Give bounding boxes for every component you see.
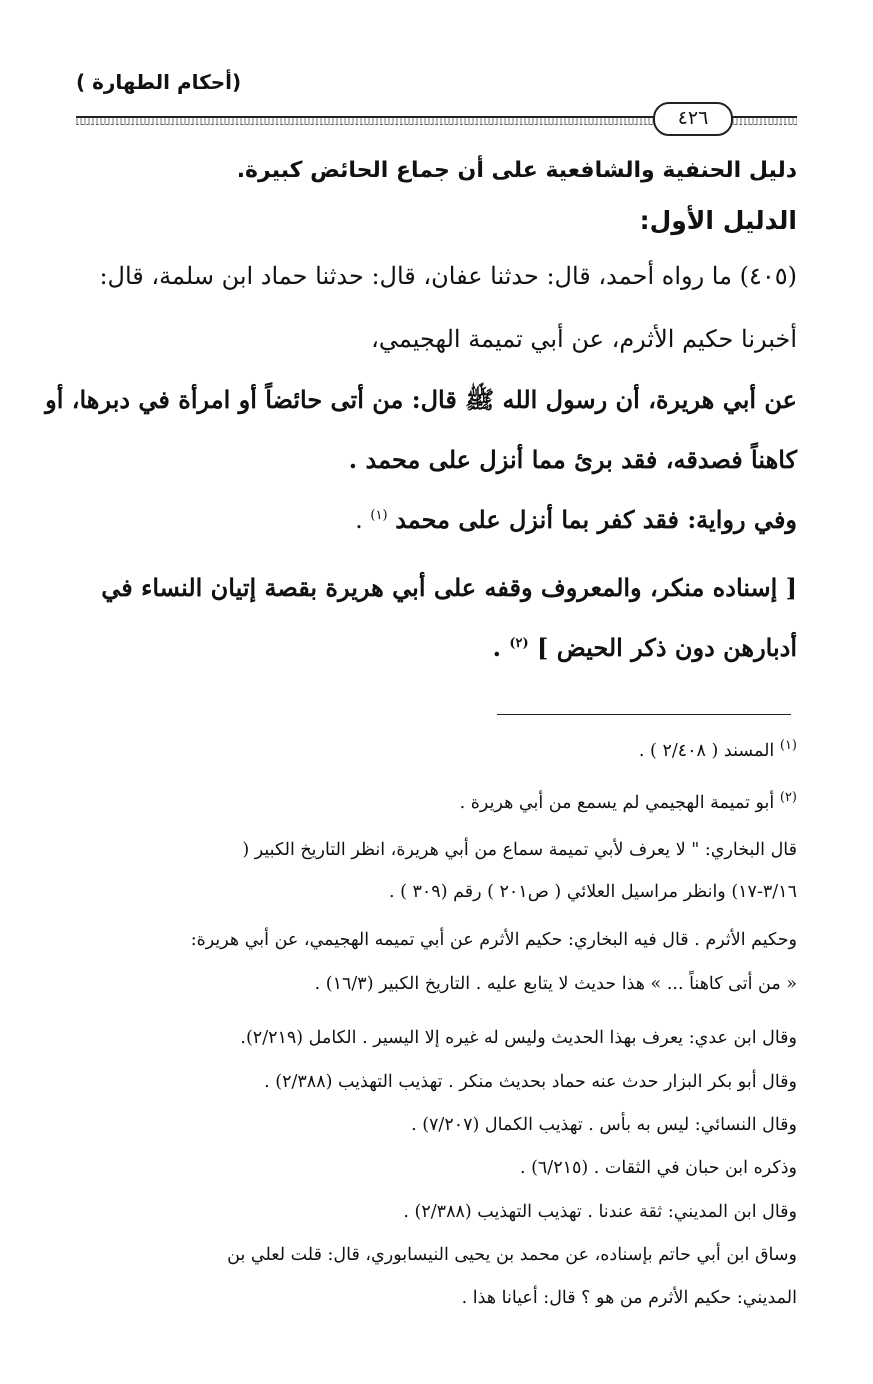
footnote-line: وقال ابن عدي: يعرف بهذا الحديث وليس له غيره إلا اليسير . الكامل (٢/٢١٩). <box>240 1028 797 1048</box>
footnote-line: وحكيم الأثرم . قال فيه البخاري: حكيم الأثرم عن أبي تميمه الهجيمي، عن أبي هريرة: <box>190 930 797 950</box>
grading-line-2 <box>493 633 797 662</box>
evidence-subheading: الدليل الأول: <box>639 206 797 235</box>
footnote-1-text: المسند ( ٢/٤٠٨ ) . <box>638 740 775 761</box>
footnote-line: ٣/١٦-١٧) وانظر مراسيل العلائي ( ص٢٠١ ) رقم (٣٠٩ ) . <box>388 882 797 902</box>
footnote-separator <box>497 714 791 715</box>
section-heading: دليل الحنفية والشافعية على أن جماع الحائض كبيرة. <box>236 158 797 183</box>
hadith-chain-line-2: أخبرنا حكيم الأثرم، عن أبي تميمة الهجيمي، <box>371 325 797 353</box>
footnote-2 <box>460 790 797 813</box>
period: . <box>492 633 501 662</box>
footnote-ref-1: (١) <box>370 508 388 523</box>
running-header-title: (أحكام الطهارة ) <box>76 70 242 94</box>
footnote-line: وقال ابن المديني: ثقة عندنا . تهذيب التهذيب (٢/٣٨٨) . <box>403 1202 797 1222</box>
footnote-2-marker: (٢) <box>779 790 797 805</box>
hadith-text-line-1: عن أبي هريرة، أن رسول الله ﷺ قال: من أتى حائضاً أو امرأة في دبرها، أو <box>45 385 797 414</box>
hadith-text-line-2: كاهناً فصدقه، فقد برئ مما أنزل على محمد . <box>348 445 797 474</box>
page-number: ٤٢٦ <box>653 102 733 136</box>
footnote-line: وقال أبو بكر البزار حدث عنه حماد بحديث منكر . تهذيب التهذيب (٢/٣٨٨) . <box>264 1072 797 1092</box>
footnote-line: « من أتى كاهناً ... » هذا حديث لا يتابع عليه . التاريخ الكبير (١٦/٣) . <box>314 974 797 994</box>
footnote-2-text: أبو تميمة الهجيمي لم يسمع من أبي هريرة . <box>459 792 775 813</box>
alternate-narration-text: وفي رواية: فقد كفر بما أنزل على محمد <box>395 505 797 534</box>
footnote-line: وذكره ابن حبان في الثقات . (٦/٢١٥) . <box>519 1158 797 1178</box>
footnote-line: المديني: حكيم الأثرم من هو ؟ قال: أعيانا هذا . <box>461 1288 797 1308</box>
footnote-1-marker: (١) <box>779 738 797 753</box>
footnote-ref-2: (٢) <box>509 636 529 651</box>
footnote-line: وساق ابن أبي حاتم بإسناده، عن محمد بن يحيى النيسابوري، قال: قلت لعلي بن <box>227 1245 797 1265</box>
footnote-line: وقال النسائي: ليس به بأس . تهذيب الكمال (٧/٢٠٧) . <box>411 1115 797 1135</box>
period: . <box>355 506 363 534</box>
footnote-line: قال البخاري: " لا يعرف لأبي تميمة سماع من أبي هريرة، انظر التاريخ الكبير ( <box>242 840 797 860</box>
hadith-chain-line-1: (٤٠٥) ما رواه أحمد، قال: حدثنا عفان، قال: حدثنا حماد ابن سلمة، قال: <box>99 262 797 290</box>
footnote-1 <box>639 738 797 761</box>
grading-line-1: [ إسناده منكر، والمعروف وقفه على أبي هريرة بقصة إتيان النساء في <box>101 573 797 602</box>
alternate-narration <box>355 505 797 534</box>
grading-line-2-text: أدبارهن دون ذكر الحيض ] <box>536 633 797 662</box>
